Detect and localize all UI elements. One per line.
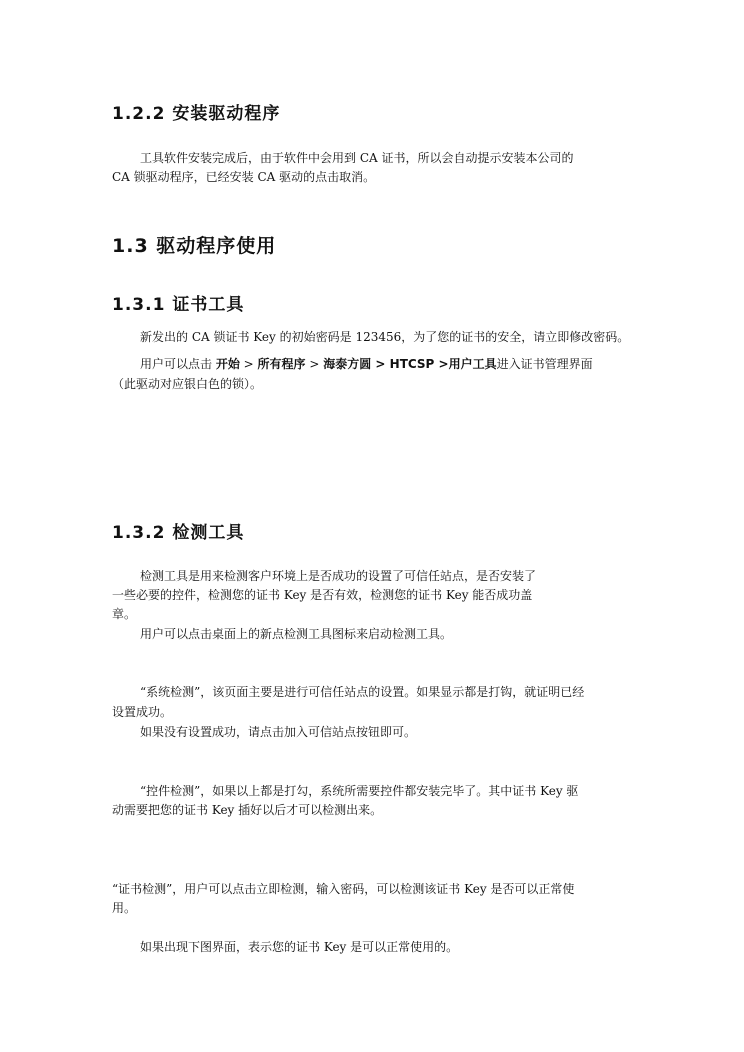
path-haitai: 海泰方圆 — [323, 357, 372, 371]
path-htcsp: > HTCSP > — [371, 357, 449, 371]
path-start: 开始 — [215, 357, 240, 371]
path-prefix: 用户可以点击 — [140, 357, 216, 371]
path-user-tool: 用户工具 — [448, 357, 497, 371]
paragraph-line: “控件检测”，如果以上都是打勾，系统所需要控件都安装完毕了。其中证书 Key 驱 — [140, 784, 579, 798]
paragraph-line: 如果没有设置成功，请点击加入可信站点按钮即可。 — [140, 725, 417, 739]
paragraph-line: 用。 — [112, 901, 137, 915]
section-heading-1-3-2: 1.3.2 检测工具 — [112, 523, 245, 543]
paragraph-line: “系统检测”，该页面主要是进行可信任站点的设置。如果显示都是打钩，就证明已经 — [140, 685, 585, 699]
paragraph-line: 用户可以点击桌面上的新点检测工具图标来启动检测工具。 — [140, 627, 453, 641]
paragraph-line: “证书检测”，用户可以点击立即检测，输入密码，可以检测该证书 Key 是否可以正常使 — [112, 882, 575, 896]
paragraph-line: 一些必要的控件，检测您的证书 Key 是否有效，检测您的证书 Key 能否成功盖 — [112, 588, 533, 602]
paragraph-line: 新发出的 CA 锁证书 Key 的初始密码是 123456，为了您的证书的安全，请立即修改密码。 — [140, 330, 630, 344]
path-separator: > — [239, 357, 258, 371]
path-suffix: 进入证书管理界面 — [496, 357, 593, 371]
path-all-programs: 所有程序 — [257, 357, 306, 371]
paragraph-line: 工具软件安装完成后，由于软件中会用到 CA 证书，所以会自动提示安装本公司的 — [140, 151, 574, 165]
menu-path-line — [140, 355, 593, 373]
paragraph-line: （此驱动对应银白色的锁）。 — [112, 377, 263, 391]
section-heading-1-2-2: 1.2.2 安装驱动程序 — [112, 104, 281, 124]
path-separator: > — [305, 357, 324, 371]
paragraph-line: CA 锁驱动程序，已经安装 CA 驱动的点击取消。 — [112, 170, 376, 184]
section-heading-1-3-1: 1.3.1 证书工具 — [112, 295, 245, 315]
paragraph-line: 检测工具是用来检测客户环境上是否成功的设置了可信任站点，是否安装了 — [140, 569, 537, 583]
paragraph-line: 设置成功。 — [112, 705, 173, 719]
section-heading-1-3: 1.3 驱动程序使用 — [112, 235, 277, 257]
paragraph-line: 章。 — [112, 607, 137, 621]
paragraph-line: 如果出现下图界面，表示您的证书 Key 是可以正常使用的。 — [140, 940, 459, 954]
paragraph-line: 动需要把您的证书 Key 插好以后才可以检测出来。 — [112, 803, 383, 817]
